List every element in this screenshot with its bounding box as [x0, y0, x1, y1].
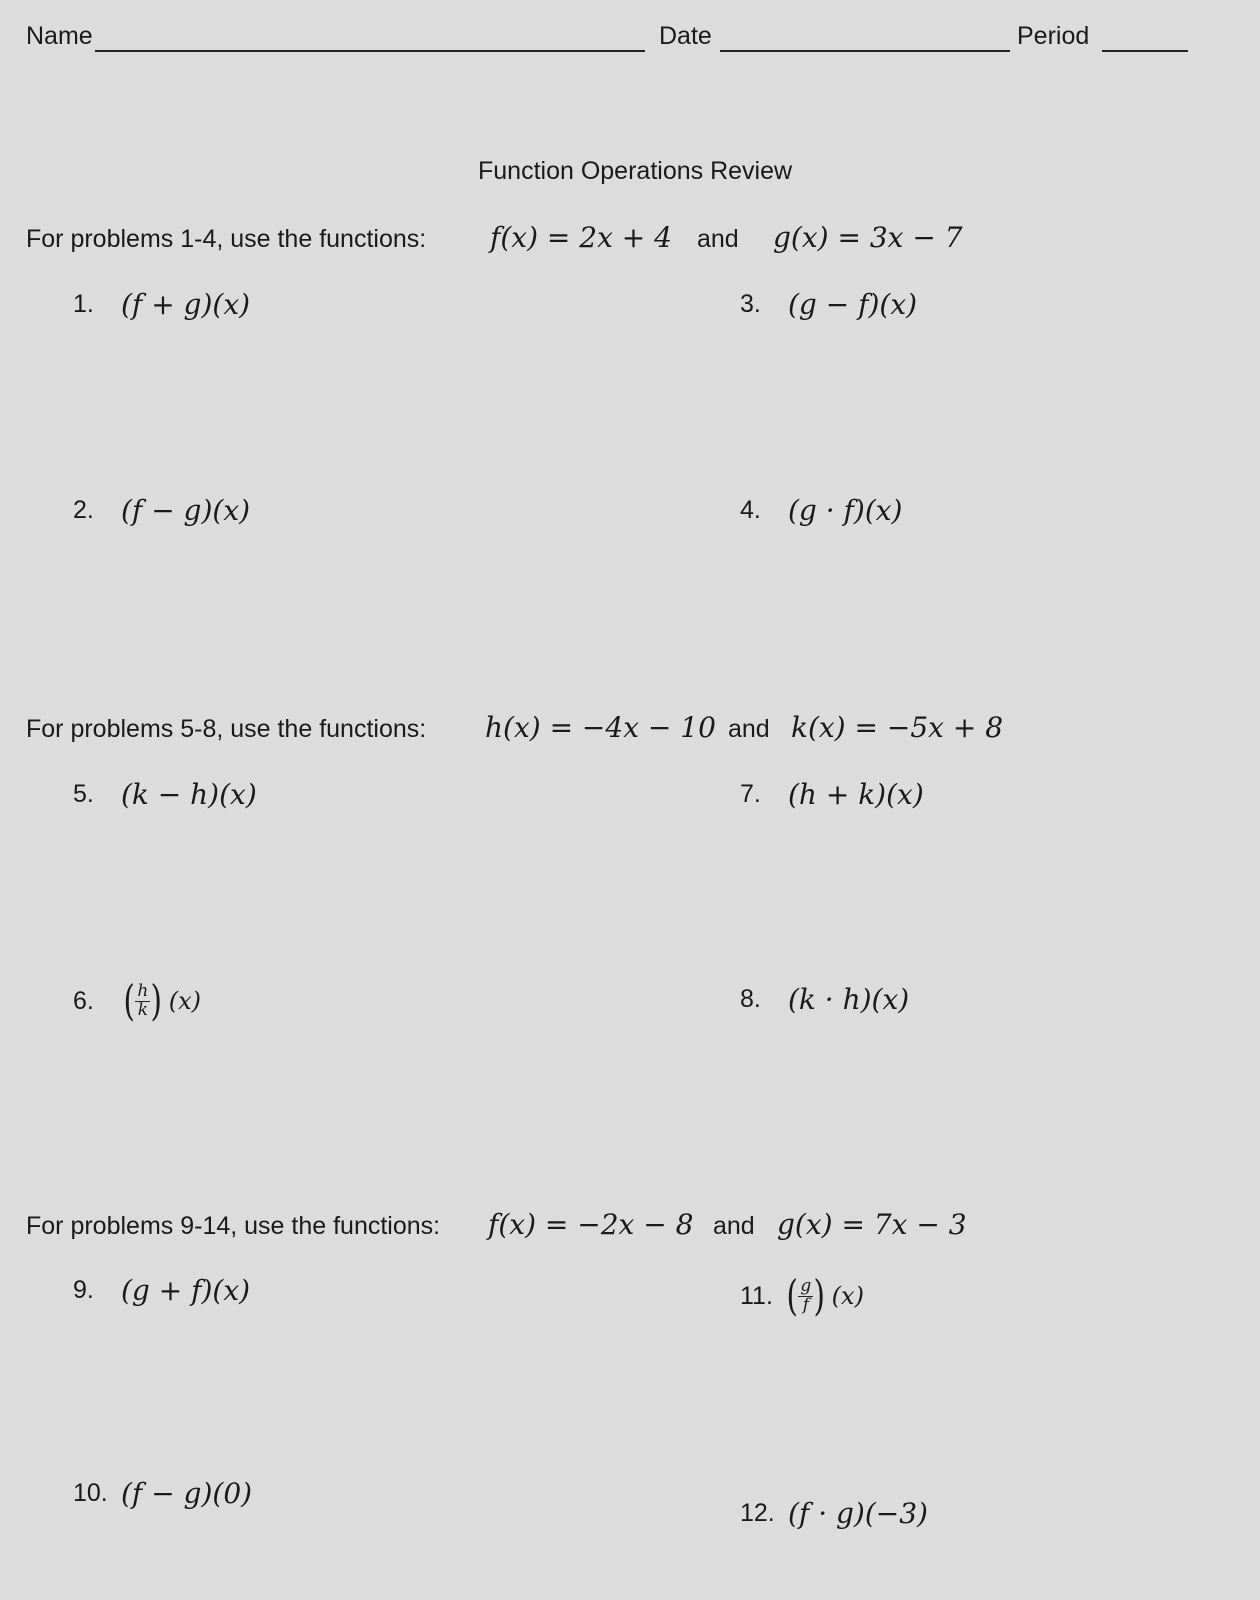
- section-1-function-g: g(x) = 3x − 7: [773, 221, 963, 254]
- problem-expression: (h + k)(x): [788, 778, 924, 811]
- problem-6: [73, 976, 201, 1025]
- section-2-and: and: [728, 715, 770, 743]
- fraction-numerator: g: [800, 1275, 812, 1296]
- problem-number: 12.: [740, 1499, 775, 1527]
- function-argument: (x): [168, 987, 201, 1015]
- function-argument: (x): [831, 1282, 864, 1310]
- left-paren: (: [786, 1271, 798, 1320]
- problem-number: 3.: [740, 290, 761, 318]
- date-blank[interactable]: [720, 50, 1010, 52]
- fraction-expression: [784, 1271, 864, 1320]
- problem-number: 10.: [73, 1479, 108, 1507]
- name-blank[interactable]: [95, 50, 645, 52]
- problem-expression: (k − h)(x): [121, 778, 257, 811]
- problem-number: 6.: [73, 986, 94, 1015]
- section-2-function-k: k(x) = −5x + 8: [791, 711, 1004, 744]
- period-label: Period: [1017, 22, 1090, 50]
- date-label: Date: [659, 22, 712, 50]
- problem-expression: (f + g)(x): [121, 288, 251, 321]
- section-3-function-g: g(x) = 7x − 3: [777, 1208, 967, 1241]
- problem-number: 4.: [740, 496, 761, 524]
- problem-number: 9.: [73, 1276, 94, 1304]
- period-blank[interactable]: [1102, 50, 1188, 52]
- right-paren: ): [813, 1271, 826, 1320]
- section-2-instruction: For problems 5-8, use the functions:: [26, 715, 427, 743]
- fraction: [135, 980, 150, 1020]
- problem-expression: (f · g)(−3): [788, 1497, 928, 1530]
- fraction-denominator: f: [802, 1294, 809, 1315]
- problem-expression: (g − f)(x): [788, 288, 918, 321]
- problem-2: [73, 494, 250, 527]
- problem-number: 5.: [73, 780, 94, 808]
- problem-number: 2.: [73, 496, 94, 524]
- left-paren: (: [123, 976, 135, 1025]
- problem-1: [73, 288, 250, 321]
- section-1-and: and: [697, 225, 739, 253]
- problem-7: [740, 778, 924, 811]
- problem-3: [740, 288, 917, 321]
- problem-11: [740, 1271, 864, 1320]
- problem-expression: (g · f)(x): [788, 494, 903, 527]
- page-title: Function Operations Review: [478, 157, 793, 185]
- problem-number: 7.: [740, 780, 761, 808]
- section-1-function-f: f(x) = 2x + 4: [490, 221, 672, 254]
- problem-number: 8.: [740, 985, 761, 1013]
- fraction: [798, 1275, 813, 1315]
- name-label: Name: [26, 22, 93, 50]
- problem-12: [740, 1497, 928, 1530]
- problem-9: [73, 1274, 250, 1307]
- problem-number: 11.: [740, 1281, 773, 1310]
- problem-8: [740, 983, 909, 1016]
- fraction-numerator: h: [137, 980, 149, 1001]
- problem-number: 1.: [73, 290, 94, 318]
- problem-5: [73, 778, 257, 811]
- problem-10: [73, 1477, 252, 1510]
- problem-expression: (g + f)(x): [121, 1274, 251, 1307]
- problem-4: [740, 494, 902, 527]
- section-3-and: and: [713, 1212, 755, 1240]
- section-2-function-h: h(x) = −4x − 10: [485, 711, 716, 744]
- problem-expression: (f − g)(x): [121, 494, 251, 527]
- problem-expression: (k · h)(x): [788, 983, 910, 1016]
- section-3-instruction: For problems 9-14, use the functions:: [26, 1212, 441, 1240]
- fraction-denominator: k: [137, 999, 149, 1020]
- fraction-expression: [121, 976, 201, 1025]
- right-paren: ): [150, 976, 163, 1025]
- section-3-function-f: f(x) = −2x − 8: [488, 1208, 694, 1241]
- problem-expression: (f − g)(0): [121, 1477, 253, 1510]
- section-1-instruction: For problems 1-4, use the functions:: [26, 225, 427, 253]
